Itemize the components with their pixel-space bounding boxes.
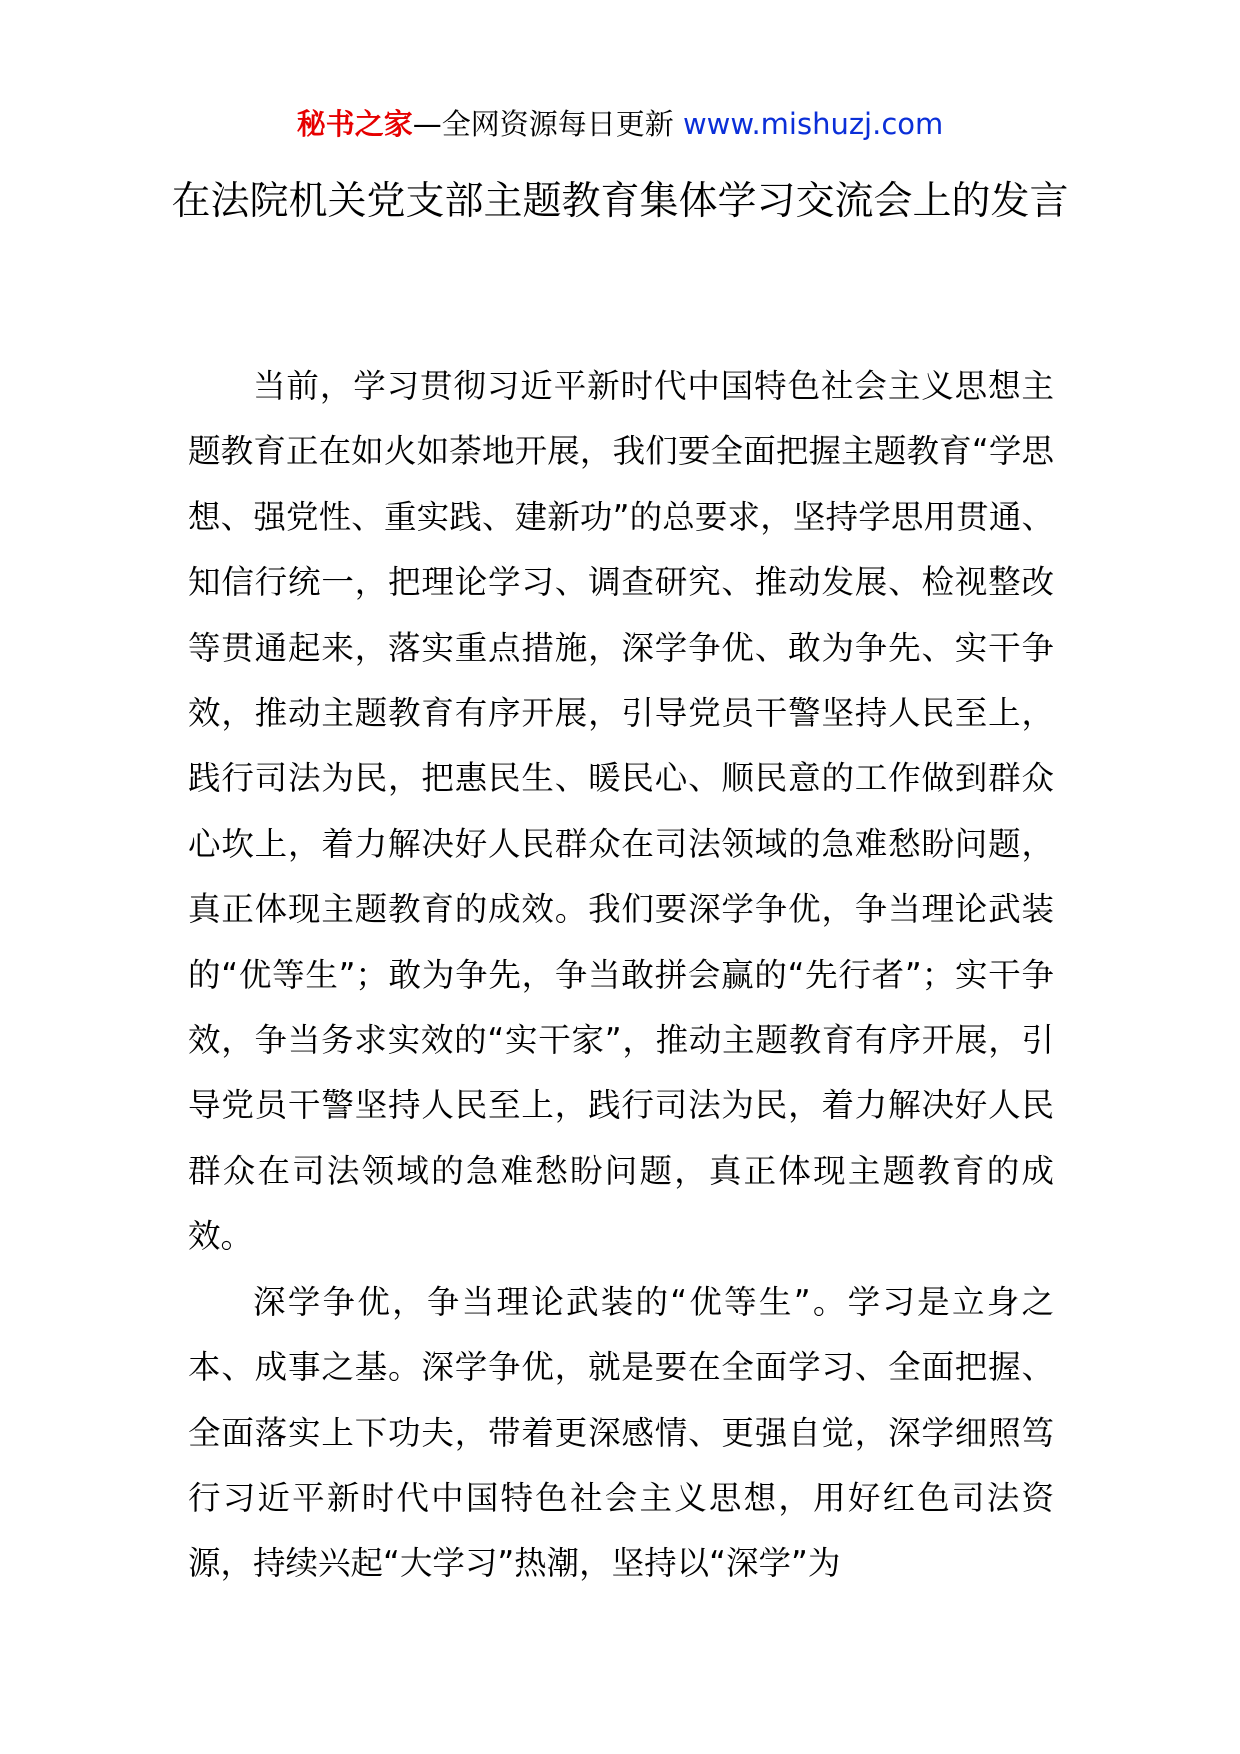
site-url-link[interactable]: www.mishuzj.com	[682, 107, 944, 141]
brand-slogan: —全网资源每日更新	[412, 107, 674, 141]
paragraph-deep-study: 深学争优，争当理论武装的“优等生”。学习是立身之本、成事之基。深学争优，就是要在全面学习、全面把握、全面落实上下功夫，带着更深感情、更强自觉，深学细照笃行习近平新时代中国特色社会主义思想，用好红色司法资源，持续兴起“大学习”热潮，坚持以“深学”为	[188, 1282, 1054, 1583]
document-title: 在法院机关党支部主题教育集体学习交流会上的发言	[171, 179, 1069, 224]
paragraph-intro: 当前，学习贯彻习近平新时代中国特色社会主义思想主题教育正在如火如荼地开展，我们要全面把握主题教育“学思想、强党性、重实践、建新功”的总要求，坚持学思用贯通、知信行统一，把理论学习、调查研究、推动发展、检视整改等贯通起来，落实重点措施，深学争优、敢为争先、实干争效，推动主题教育有序开展，引导党员干警坚持人民至上，践行司法为民，把惠民生、暖民心、顺民意的工作做到群众心坎上，着力解决好人民群众在司法领域的急难愁盼问题，真正体现主题教育的成效。我们要深学争优，争当理论武装的“优等生”；敢为争先，争当敢拼会赢的“先行者”；实干争效，争当务求实效的“实干家”，推动主题教育有序开展，引导党员干警坚持人民至上，践行司法为民，着力解决好人民群众在司法领域的急难愁盼问题，真正体现主题教育的成效。	[188, 367, 1054, 1256]
site-banner	[0, 104, 1240, 144]
brand-name: 秘书之家	[296, 107, 413, 141]
document-body	[188, 354, 1054, 1597]
